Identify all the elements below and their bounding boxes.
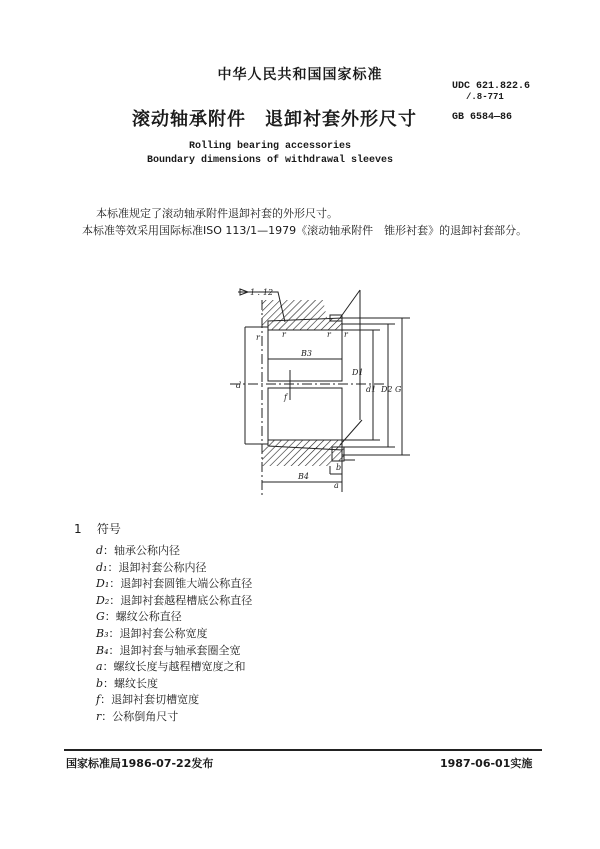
symbol-definition [96, 691, 199, 707]
symbol: a [96, 660, 103, 674]
dim-a: a [334, 481, 339, 490]
taper-label: 1 : 12 [250, 288, 274, 297]
chamfer-label: r [327, 330, 331, 339]
intro-paragraph-1: 本标准规定了滚动轴承附件退卸衬套的外形尺寸。 [96, 207, 338, 220]
section-number: 1 [74, 522, 82, 536]
symbol-definition [96, 592, 252, 608]
symbol-description: ：公称倒角尺寸 [101, 710, 179, 723]
symbol: B₃ [96, 627, 109, 640]
symbol: f [96, 693, 101, 707]
symbol-description: ：退卸衬套切槽宽度 [100, 693, 200, 707]
symbol-definition [96, 642, 241, 658]
symbol: G [96, 610, 105, 624]
symbol-description: ：螺纹长度 [103, 676, 159, 690]
symbol-description: ：退卸衬套与轴承套圈全宽 [108, 643, 241, 657]
chamfer-label: r [256, 333, 260, 342]
dim-D1: D1 [352, 368, 364, 377]
symbol-description: ：螺纹公称直径 [104, 610, 182, 624]
symbol-definition [96, 625, 208, 641]
section-title: 符号 [96, 522, 121, 536]
symbol-definition [96, 559, 206, 575]
symbol-description: ：退卸衬套圆锥大端公称直径 [109, 577, 253, 591]
standard-number: GB 6584—86 [452, 112, 513, 123]
dim-D2: D2 [381, 385, 393, 394]
effective-date: 1987-06-01实施 [440, 757, 533, 770]
symbol-definition [96, 658, 246, 674]
issuer-heading: 中华人民共和国国家标准 [217, 67, 383, 83]
symbol-definition [96, 608, 182, 624]
english-title-line1: Rolling bearing accessories [188, 141, 352, 152]
english-title-line2: Boundary dimensions of withdrawal sleeves [146, 155, 394, 166]
symbol-description: ：退卸衬套公称内径 [107, 560, 207, 574]
issue-date: 国家标准局1986-07-22发布 [66, 757, 214, 770]
footer-rule [64, 749, 542, 751]
dim-d1: d1 [366, 385, 377, 394]
symbol-description: ：退卸衬套越程槽底公称直径 [109, 593, 253, 607]
symbol: D₂ [96, 593, 110, 607]
intro-paragraph-2: 本标准等效采用国际标准ISO 113/1—1979《滚动轴承附件 锥形衬套》的退卸衬套部分。 [82, 224, 528, 237]
document-title: 滚动轴承附件 退卸衬套外形尺寸 [132, 109, 417, 130]
symbol-definition [96, 542, 180, 558]
symbol-description: ：螺纹长度与越程槽宽度之和 [102, 660, 246, 674]
udc-code: UDC 621.822.6 [452, 81, 531, 92]
symbol: B₄ [96, 643, 109, 657]
symbol: d₁ [96, 560, 108, 574]
dim-b: b [336, 463, 342, 472]
dim-B4: B4 [298, 472, 309, 481]
symbol: d [96, 544, 104, 557]
dim-G: G [395, 385, 402, 394]
section-heading [74, 520, 121, 537]
symbol-description: ：轴承公称内径 [103, 544, 181, 557]
dim-d: d [236, 381, 242, 390]
chamfer-label: r [344, 330, 348, 339]
symbol: b [96, 676, 104, 690]
symbol: D₁ [96, 577, 110, 591]
symbol-definition [96, 575, 252, 591]
symbol-definition [96, 675, 158, 691]
symbol-definition [96, 708, 178, 724]
symbol-description: ：退卸衬套公称宽度 [108, 627, 208, 640]
symbol: r [96, 710, 102, 723]
dim-f: f [284, 393, 287, 402]
udc-code-cont: /.8-771 [466, 92, 504, 102]
chamfer-label: r [282, 330, 286, 339]
dim-B3: B3 [301, 349, 312, 358]
